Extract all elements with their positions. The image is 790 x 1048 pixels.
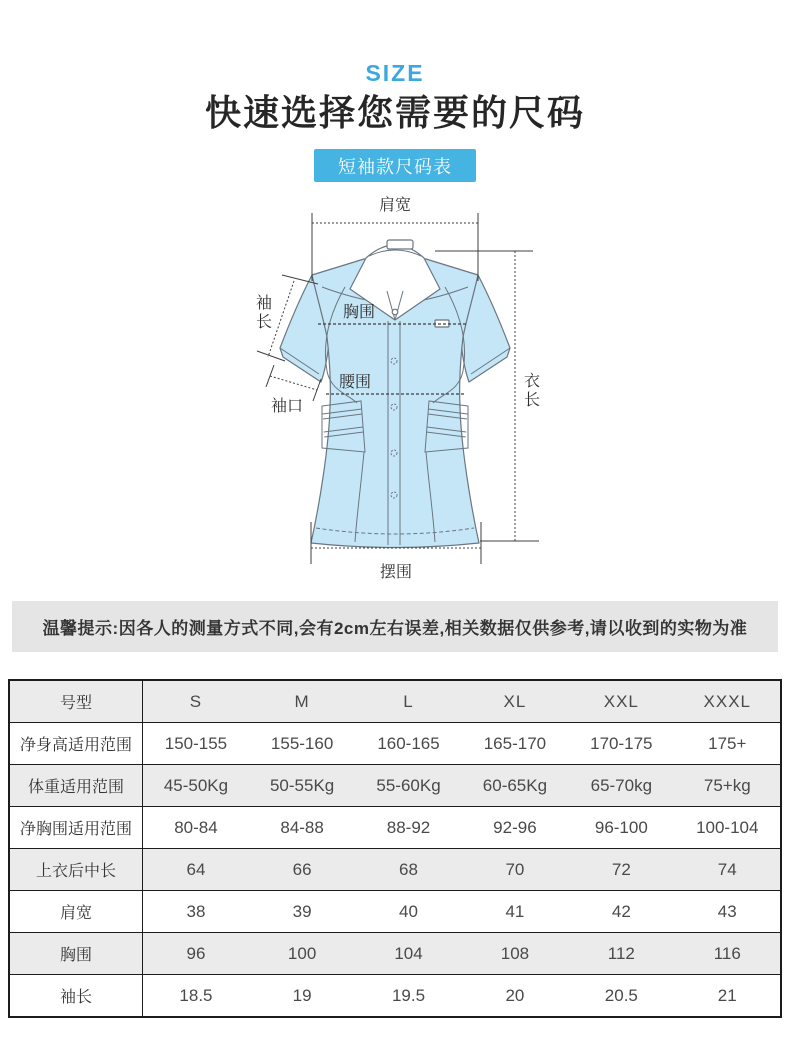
size-value-cell: 20.5 — [568, 975, 674, 1018]
collar-button — [392, 309, 398, 315]
size-value-cell: 70 — [462, 849, 568, 891]
size-value-cell: 84-88 — [249, 807, 355, 849]
size-value-cell: 104 — [355, 933, 461, 975]
size-table-row — [9, 849, 781, 891]
notice-bar — [12, 601, 778, 652]
size-value-cell: 100 — [249, 933, 355, 975]
size-value-cell: 175+ — [675, 723, 781, 765]
size-value-cell: 45-50Kg — [143, 765, 249, 807]
size-value-cell: 60-65Kg — [462, 765, 568, 807]
row-label-cell: 体重适用范围 — [9, 765, 143, 807]
row-label-cell: 肩宽 — [9, 891, 143, 933]
size-table-body — [9, 723, 781, 1018]
waist-label: 腰围 — [339, 374, 372, 391]
size-table-row — [9, 891, 781, 933]
size-value-cell: 41 — [462, 891, 568, 933]
row-label-cell: 胸围 — [9, 933, 143, 975]
size-value-cell: 39 — [249, 891, 355, 933]
size-value-cell: 18.5 — [143, 975, 249, 1018]
collar-size-tag — [387, 240, 413, 249]
size-table-row — [9, 933, 781, 975]
size-value-cell: 165-170 — [462, 723, 568, 765]
size-column-header: M — [249, 680, 355, 723]
chart-type-badge: 短袖款尺码表 — [314, 149, 476, 182]
size-value-cell: 20 — [462, 975, 568, 1018]
size-value-cell: 88-92 — [355, 807, 461, 849]
size-column-header: XXXL — [675, 680, 781, 723]
size-value-cell: 74 — [675, 849, 781, 891]
size-value-cell: 66 — [249, 849, 355, 891]
size-value-cell: 108 — [462, 933, 568, 975]
corner-header-cell: 号型 — [9, 680, 143, 723]
size-value-cell: 155-160 — [249, 723, 355, 765]
cuff-dotted-line — [270, 376, 317, 390]
size-table-head — [9, 680, 781, 723]
size-value-cell: 50-55Kg — [249, 765, 355, 807]
row-label-cell: 净胸围适用范围 — [9, 807, 143, 849]
hem-label: 摆围 — [379, 564, 413, 581]
size-value-cell: 160-165 — [355, 723, 461, 765]
size-column-header: S — [143, 680, 249, 723]
chest-label: 胸围 — [343, 304, 376, 321]
size-value-cell: 96-100 — [568, 807, 674, 849]
size-value-cell: 40 — [355, 891, 461, 933]
size-value-cell: 92-96 — [462, 807, 568, 849]
size-column-header: XL — [462, 680, 568, 723]
size-value-cell: 19.5 — [355, 975, 461, 1018]
size-value-cell: 65-70kg — [568, 765, 674, 807]
notice-text: 温馨提示:因各人的测量方式不同,会有2cm左右误差,相关数据仅供参考,请以收到的实物为准 — [42, 619, 748, 638]
size-value-cell: 55-60Kg — [355, 765, 461, 807]
size-column-header: XXL — [568, 680, 674, 723]
size-value-cell: 19 — [249, 975, 355, 1018]
sleeve-length-label: 袖长 — [253, 294, 271, 332]
size-value-cell: 42 — [568, 891, 674, 933]
row-label-cell: 净身高适用范围 — [9, 723, 143, 765]
size-column-header: L — [355, 680, 461, 723]
chest-tag — [435, 320, 449, 327]
size-value-cell: 68 — [355, 849, 461, 891]
size-value-cell: 43 — [675, 891, 781, 933]
size-value-cell: 100-104 — [675, 807, 781, 849]
size-value-cell: 38 — [143, 891, 249, 933]
row-label-cell: 上衣后中长 — [9, 849, 143, 891]
size-value-cell: 72 — [568, 849, 674, 891]
size-value-cell: 170-175 — [568, 723, 674, 765]
garment-length-label: 衣长 — [521, 372, 539, 410]
size-table-row — [9, 807, 781, 849]
shoulder-width-label: 肩宽 — [378, 197, 412, 214]
size-value-cell: 96 — [143, 933, 249, 975]
cuff-label: 袖口 — [270, 398, 304, 415]
size-value-cell: 80-84 — [143, 807, 249, 849]
size-table-row — [9, 975, 781, 1018]
size-value-cell: 112 — [568, 933, 674, 975]
page-title: 快速选择您需要的尺码 — [204, 92, 585, 133]
size-value-cell: 116 — [675, 933, 781, 975]
size-table-row — [9, 765, 781, 807]
shirt-diagram-svg — [230, 195, 560, 590]
shirt-measurement-diagram — [230, 195, 560, 590]
size-table-header-row — [9, 680, 781, 723]
size-table — [8, 679, 782, 1018]
size-heading: SIZE — [365, 60, 425, 86]
size-value-cell: 64 — [143, 849, 249, 891]
size-value-cell: 21 — [675, 975, 781, 1018]
size-value-cell: 75+kg — [675, 765, 781, 807]
size-value-cell: 150-155 — [143, 723, 249, 765]
size-table-row — [9, 723, 781, 765]
row-label-cell: 袖长 — [9, 975, 143, 1018]
